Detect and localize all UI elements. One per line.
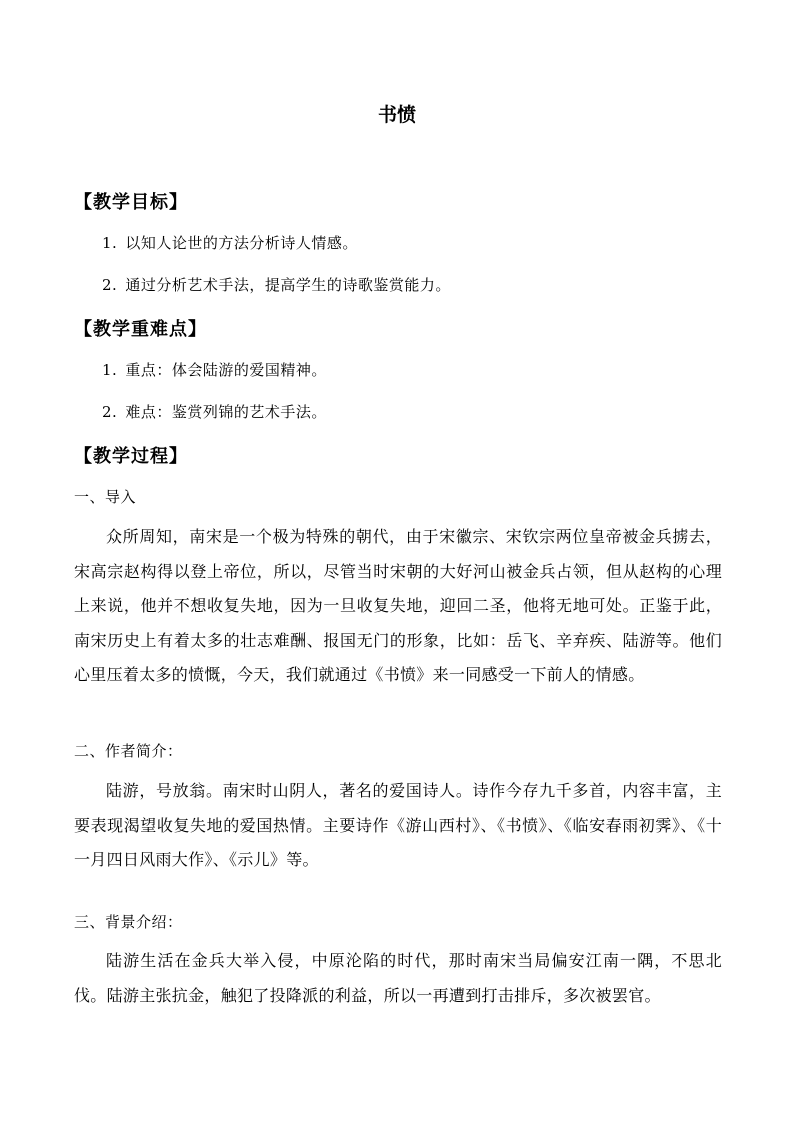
section-heading-goals: 【教学目标】 (74, 192, 188, 213)
document-title: 书愤 (377, 104, 416, 126)
goal-item-text: 以知人论世的方法分析诗人情感。 (125, 234, 358, 252)
process-part-text-intro: 众所周知，南宋是一个极为特殊的朝代，由于宋徽宗、宋钦宗两位皇帝被金兵掳去，宋高宗赵构得以登上帝位，所以，尽管当时宋朝的大好河山被金兵占领，但从赵构的心理上来说，他并不想收复失地，因为一旦收复失地，迎回二圣，他将无地可处。正鉴于此，南宋历史上有着太多的壮志难酬、报国无门的形象，比如：岳飞、辛弃疾、陆游等。他们心里压着太多的愤慨，今天，我们就通过《书愤》来一同感受一下前人的情感。 (74, 527, 722, 684)
goal-item-number: 2. (102, 276, 118, 294)
key-point-number: 1. (102, 361, 118, 379)
goal-item-1 (102, 232, 358, 253)
goal-item-2 (102, 274, 451, 295)
key-point-text: 重点：体会陆游的爱国精神。 (125, 361, 327, 379)
process-part-text-background: 陆游生活在金兵大举入侵，中原沦陷的时代，那时南宋当局偏安江南一隅，不思北伐。陆游主张抗金，触犯了投降派的利益，所以一再遭到打击排斥，多次被罢官。 (74, 951, 722, 1005)
process-part-label-intro: 一、导入 (74, 488, 137, 506)
key-point-item-2 (102, 401, 327, 422)
section-heading-key-points: 【教学重难点】 (74, 319, 207, 340)
key-point-number: 2. (102, 403, 118, 421)
key-point-text: 难点：鉴赏列锦的艺术手法。 (125, 403, 327, 421)
key-point-item-1 (102, 359, 327, 380)
process-part-label-background: 三、背景介绍： (74, 913, 183, 931)
goal-item-text: 通过分析艺术手法，提高学生的诗歌鉴赏能力。 (125, 276, 451, 294)
process-part-text-author: 陆游，号放翁。南宋时山阴人，著名的爱国诗人。诗作今存九千多首，内容丰富，主要表现渴望收复失地的爱国热情。主要诗作《游山西村》、《书愤》、《临安春雨初霁》、《十一月四日风雨大作》、《示儿》等。 (74, 781, 722, 869)
goal-item-number: 1. (102, 234, 118, 252)
process-part-label-author: 二、作者简介： (74, 742, 183, 760)
section-heading-process: 【教学过程】 (74, 446, 188, 467)
